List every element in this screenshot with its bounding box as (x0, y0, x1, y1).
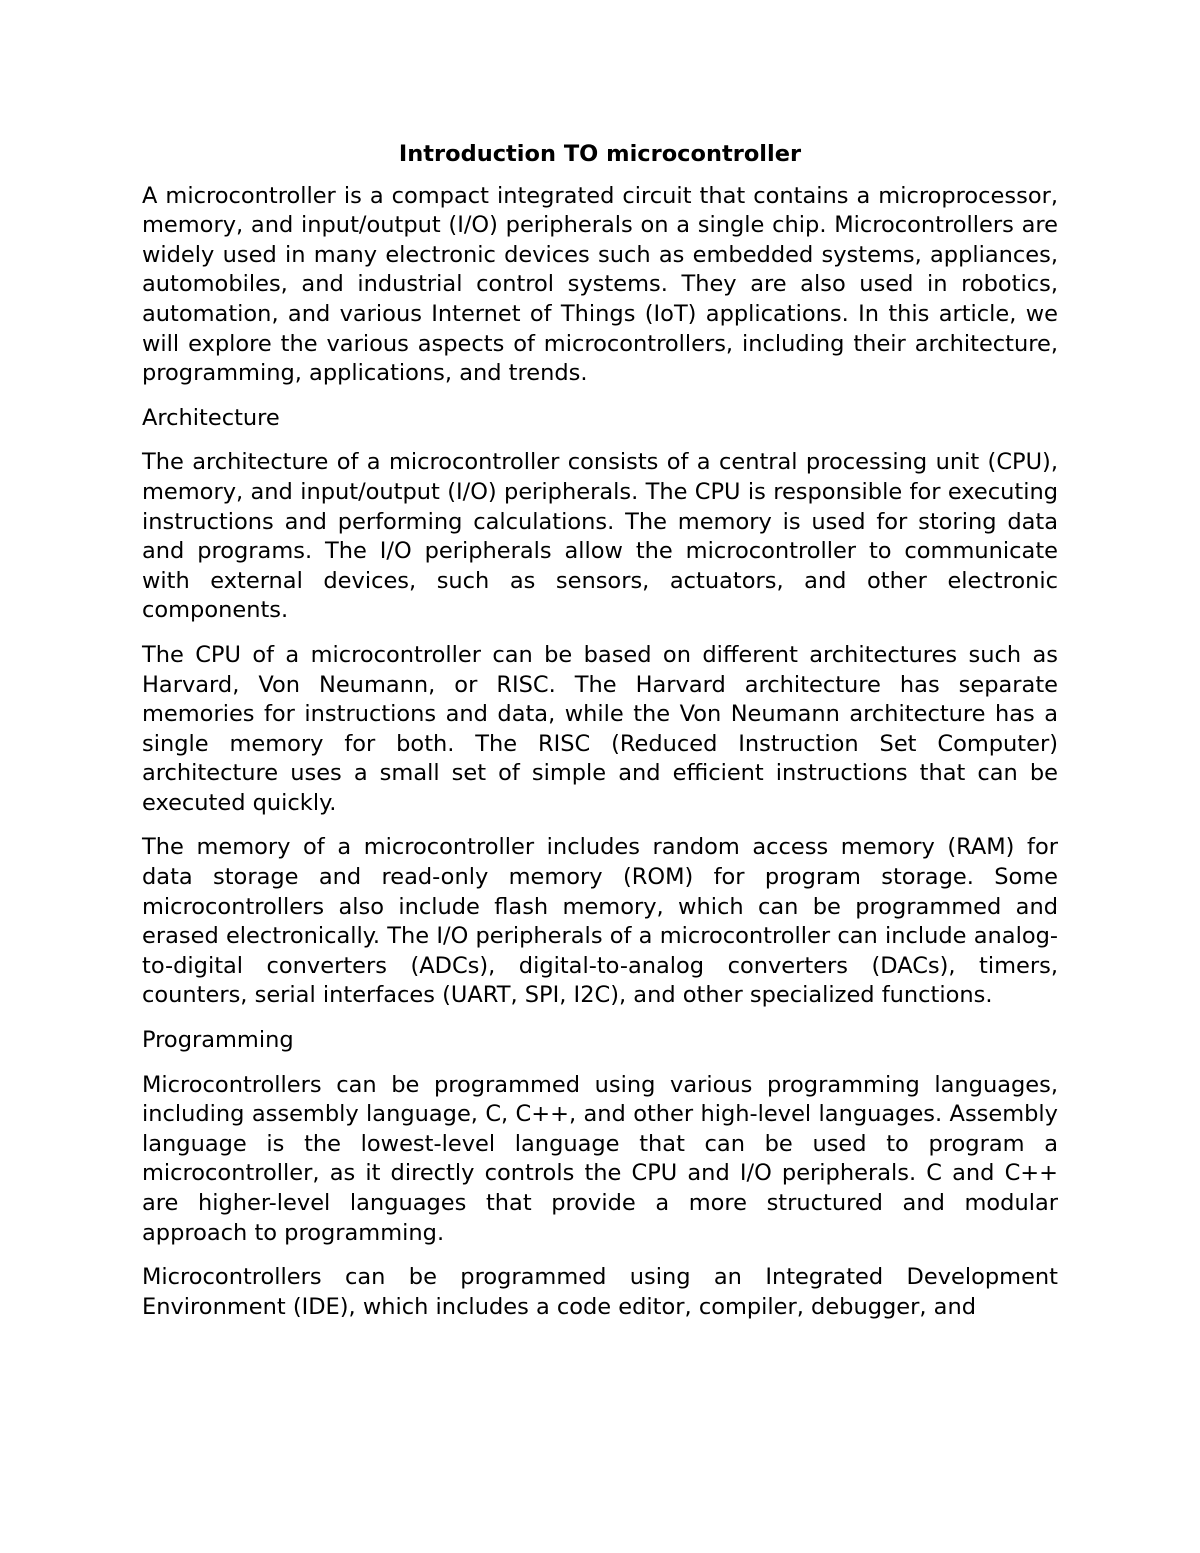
architecture-paragraph-3: The memory of a microcontroller includes random access memory (RAM) for data storage and read-only memory (ROM) for program storage. Some microcontrollers also include flash memory, which can be programmed and erased electronically. The I/O peripherals of a microcontroller can include analog-to-digital converters (ADCs), digital-to-analog converters (DACs), timers, counters, serial interfaces (UART, SPI, I2C), and other specialized functions. (142, 834, 1058, 1009)
document-body (142, 140, 1058, 1337)
section-heading-architecture: Architecture (142, 404, 280, 431)
architecture-paragraph-1: The architecture of a microcontroller consists of a central processing unit (CPU), memory, and input/output (I/O) peripherals. The CPU is responsible for executing instructions and performing calculations. The memory is used for storing data and programs. The I/O peripherals allow the microcontroller to communicate with external devices, such as sensors, actuators, and other electronic components. (142, 449, 1058, 624)
section-heading-programming: Programming (142, 1027, 294, 1054)
intro-paragraph: A microcontroller is a compact integrated circuit that contains a microprocessor, memory, and input/output (I/O) peripherals on a single chip. Microcontrollers are widely used in many electronic devices such as embedded systems, appliances, automobiles, and industrial control systems. They are also used in robotics, automation, and various Internet of Things (IoT) applications. In this article, we will explore the various aspects of microcontrollers, including their architecture, programming, applications, and trends. (142, 182, 1058, 387)
programming-paragraph-2: Microcontrollers can be programmed using an Integrated Development Environment (IDE), which includes a code editor, compiler, debugger, and (142, 1264, 1058, 1320)
programming-paragraph-1: Microcontrollers can be programmed using various programming languages, including assembly language, C, C++, and other high-level languages. Assembly language is the lowest-level language that can be used to program a microcontroller, as it directly controls the CPU and I/O peripherals. C and C++ are higher-level languages that provide a more structured and modular approach to programming. (142, 1071, 1058, 1246)
architecture-paragraph-2: The CPU of a microcontroller can be based on different architectures such as Harvard, Von Neumann, or RISC. The Harvard architecture has separate memories for instructions and data, while the Von Neumann architecture has a single memory for both. The RISC (Reduced Instruction Set Computer) architecture uses a small set of simple and efficient instructions that can be executed quickly. (142, 641, 1058, 816)
document-title: Introduction TO microcontroller (398, 141, 802, 167)
